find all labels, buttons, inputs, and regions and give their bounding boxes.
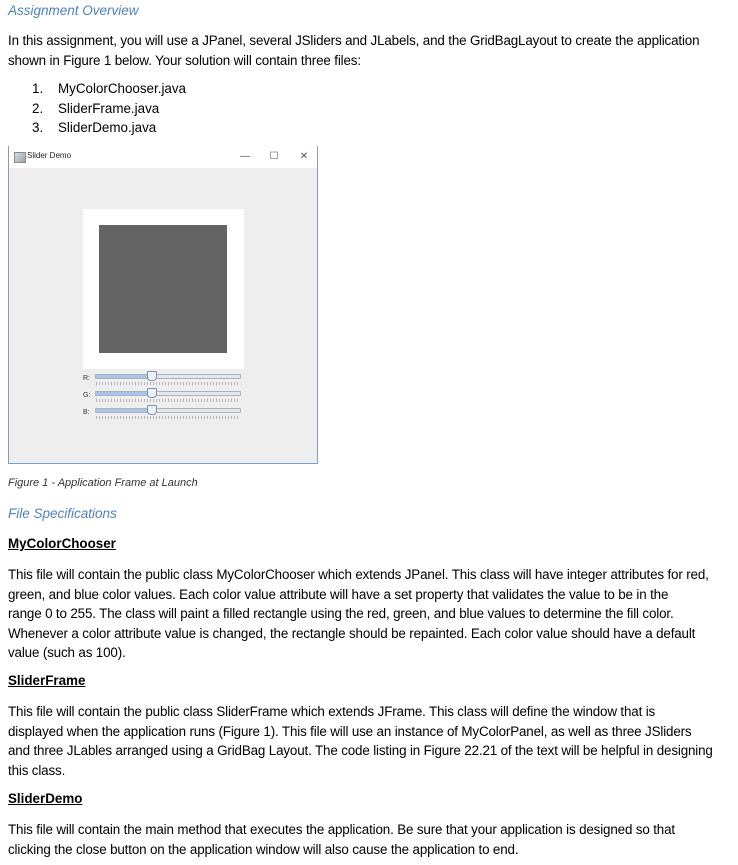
green-slider-label: G: [83, 392, 91, 399]
slider-demo-window-figure [8, 146, 318, 464]
maximize-icon: ☐ [269, 151, 279, 162]
java-app-icon [14, 152, 26, 163]
green-slider-thumb [147, 388, 157, 398]
green-slider [95, 388, 241, 400]
minimize-icon: — [240, 151, 250, 162]
file-specifications-heading: File Specifications [8, 506, 117, 521]
sliderframe-heading: SliderFrame [8, 673, 86, 688]
file-list-item: 2. SliderFrame.java [32, 100, 160, 116]
red-slider [95, 371, 241, 383]
file-list [32, 79, 186, 138]
close-icon: ✕ [299, 151, 309, 162]
blue-slider-ticks [96, 416, 240, 419]
red-slider-label: R: [83, 375, 90, 382]
blue-slider [95, 405, 241, 417]
file-list-item: 1. MyColorChooser.java [32, 81, 187, 96]
window-title: Slider Demo [27, 151, 72, 160]
red-slider-ticks [96, 382, 240, 385]
mycolorchooser-heading: MyColorChooser [8, 536, 116, 551]
color-chooser-panel [83, 209, 244, 369]
intro-paragraph [8, 31, 738, 70]
intro-line-1: In this assignment, you will use a JPanel, several JSliders and JLabels, and the GridBagLayout to create the application [8, 33, 700, 48]
mycolorchooser-paragraph: This file will contain the public class MyColorChooser which extends JPanel. This class will have integer attributes for red, green, and blue color values. Each color value attribute will have a set property that validates the value to be in the range 0 to 255. The class will paint a filled rectangle using the red, green, and blue values to determine the fill color. Whenever a color attribute value is changed, the rectangle should be repainted. Each color value should have a default value (such as 100). [8, 567, 709, 661]
sliderframe-paragraph: This file will contain the public class SliderFrame which extends JFrame. This class will define the window that is displayed when the application runs (Figure 1). This file will use an instance of MyColorPanel, as well as three JSliders and three JLables arranged using a GridBag Layout. The code listing in Figure 22.21 of the text will be helpful in designing this class. [8, 704, 713, 778]
blue-slider-thumb [147, 405, 157, 415]
assignment-overview-heading: Assignment Overview [8, 3, 139, 18]
intro-line-2: shown in Figure 1 below. Your solution will contain three files: [8, 52, 361, 68]
sliderdemo-heading: SliderDemo [8, 791, 83, 806]
file-list-item: 3. SliderDemo.java [32, 120, 157, 136]
red-slider-thumb [147, 371, 157, 381]
window-titlebar [9, 146, 317, 168]
figure-caption: Figure 1 - Application Frame at Launch [8, 477, 198, 489]
green-slider-ticks [96, 399, 240, 402]
sliderdemo-paragraph: This file will contain the main method that executes the application. Be sure that your application is designed so that clicking the close button on the application window will also cause the application to end. [8, 822, 675, 857]
color-preview-rectangle [99, 225, 227, 353]
blue-slider-label: B: [83, 409, 90, 416]
